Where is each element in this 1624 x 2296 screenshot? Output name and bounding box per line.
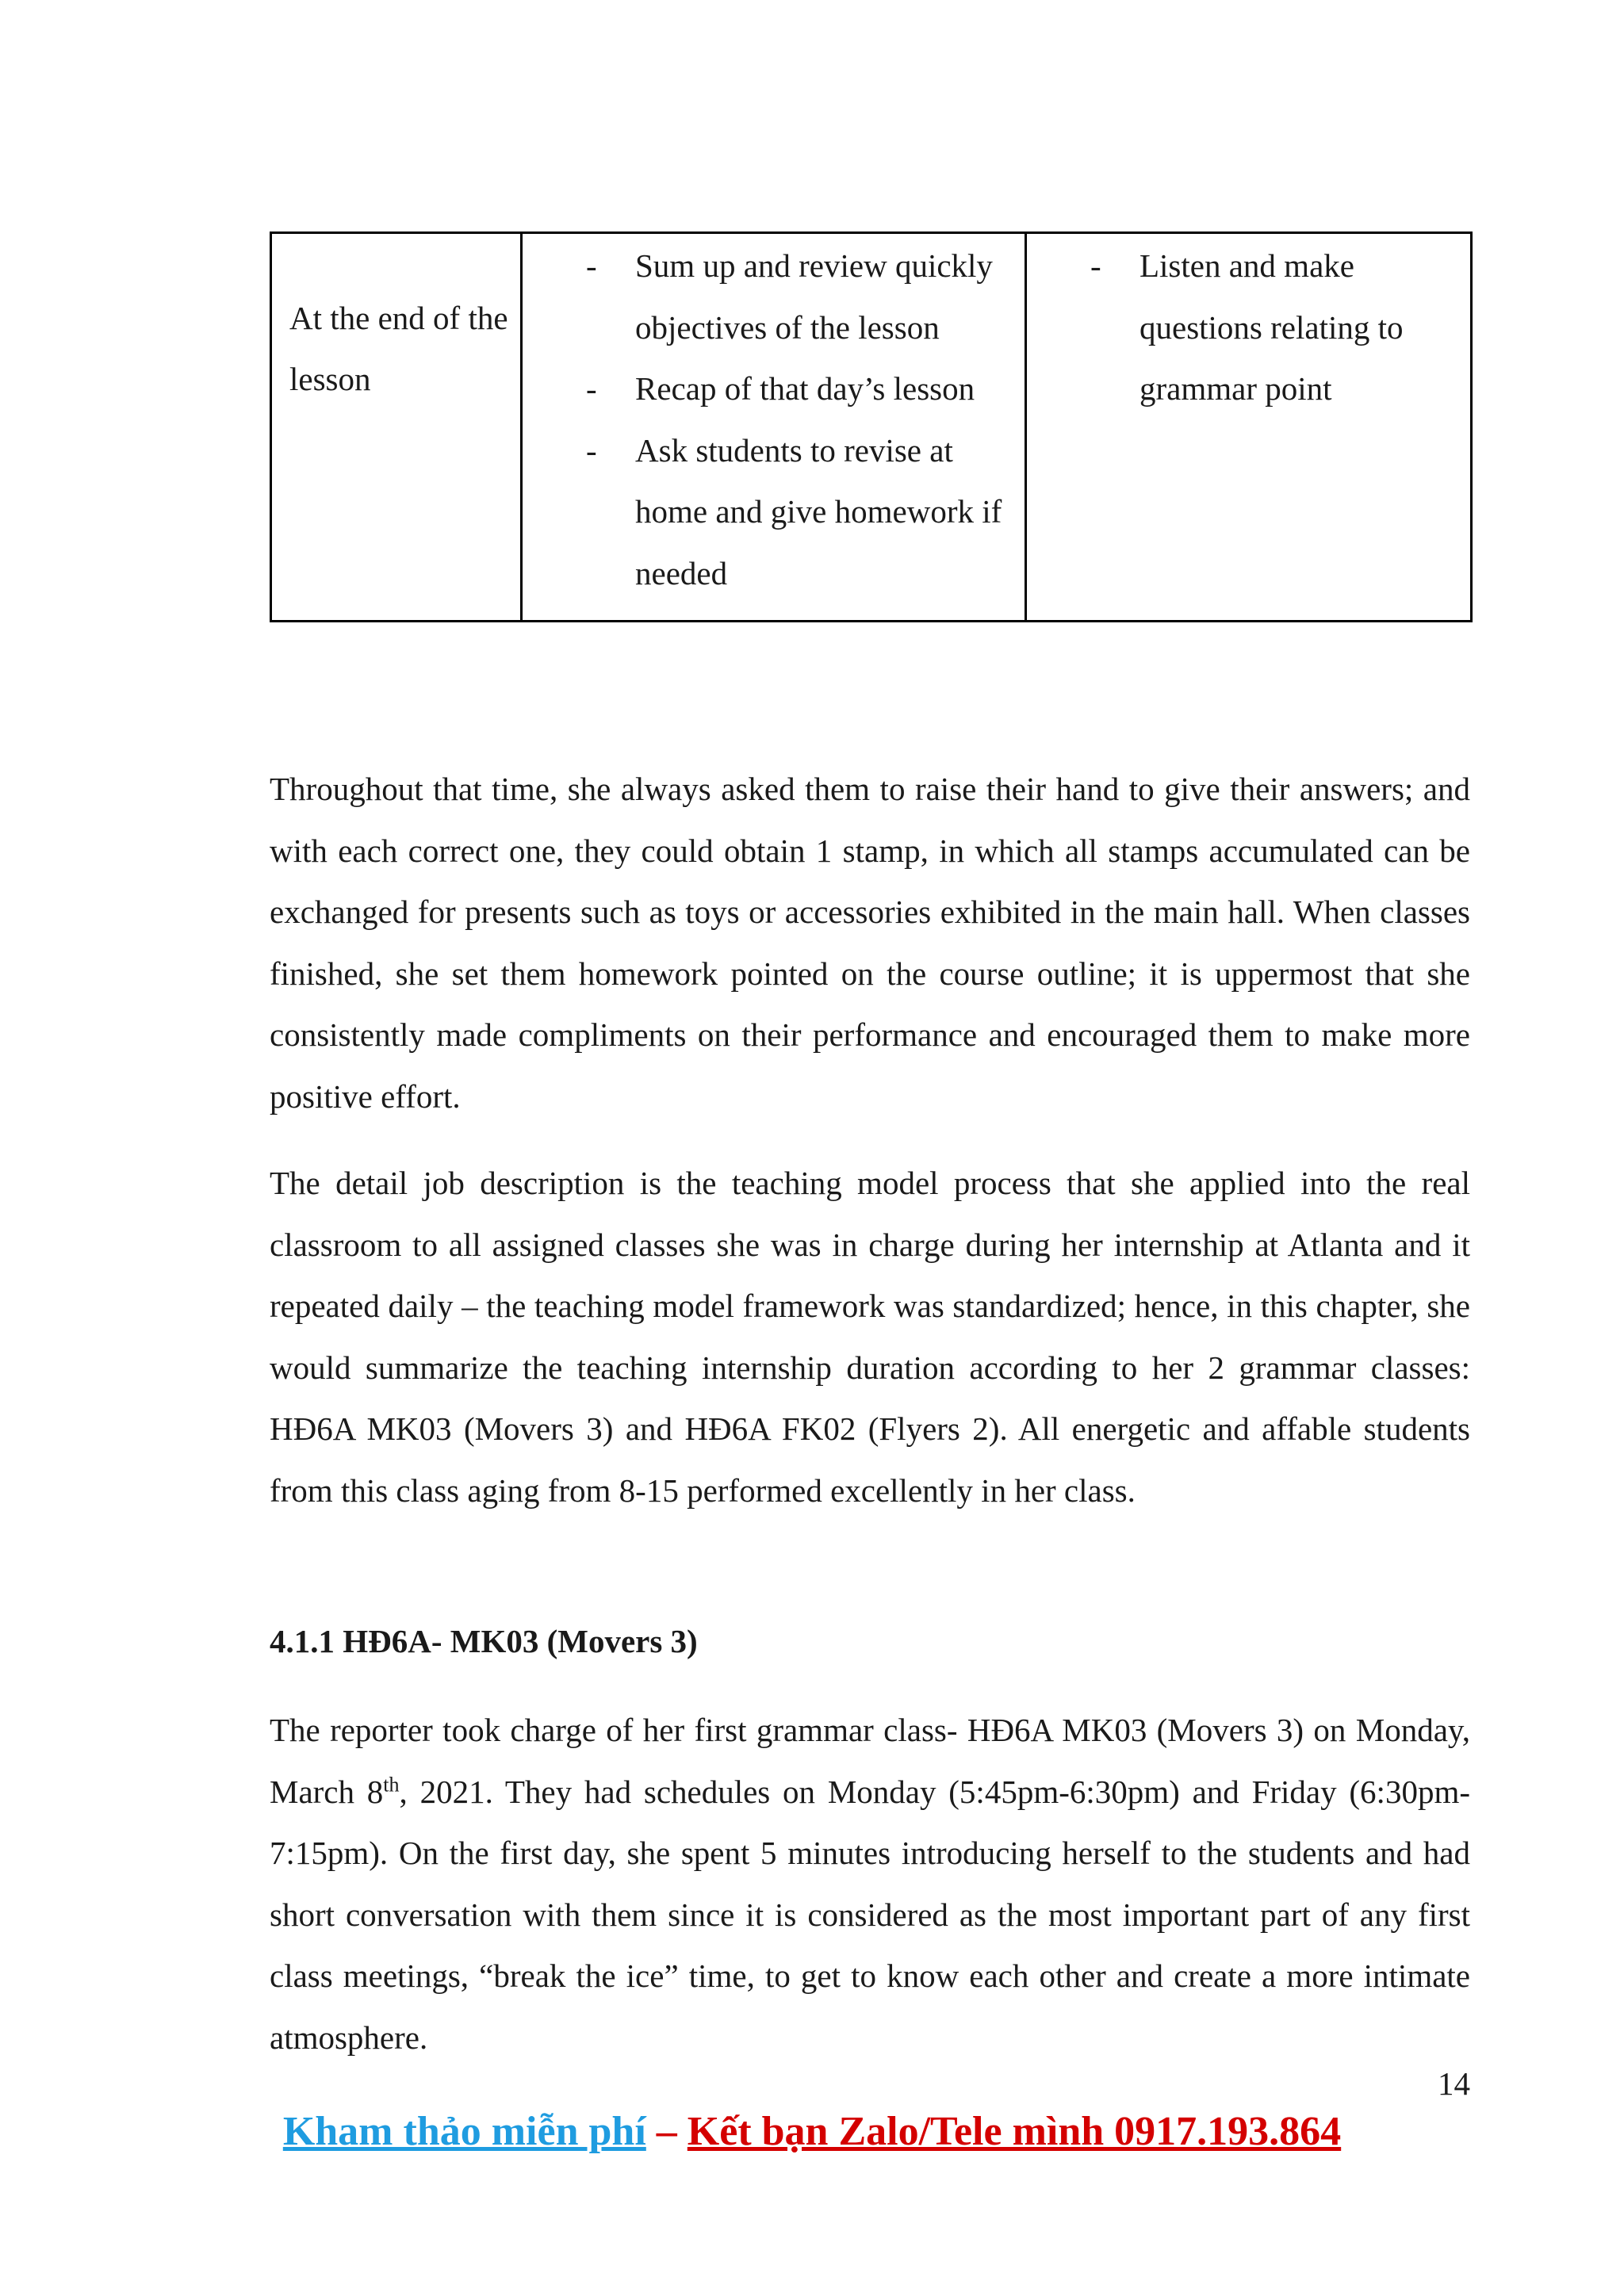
ordinal-suffix: th — [383, 1772, 400, 1796]
body-paragraph: Throughout that time, she always asked them to raise their hand to give their answers; and with each correct one, they could obtain 1 stamp, in which all stamps accumulated can be exchanged for presents such as toys or accessories exhibited in the main hall. When classes finished, she set them homework pointed on the course outline; it is uppermost that she consistently made compliments on their performance and encouraged them to make more positive effort. — [270, 771, 1470, 1115]
contact-link[interactable]: Kết bạn Zalo/Tele mình 0917.193.864 — [687, 2109, 1342, 2154]
footer-separator: – — [645, 2109, 688, 2154]
free-reference-link[interactable]: Kham thảo miễn phí — [282, 2109, 646, 2154]
section-paragraph-text: The reporter took charge of her first grammar class- HĐ6A MK03 (Movers 3) on Monday, March 8 — [270, 1712, 1470, 1810]
table-row — [271, 233, 1472, 622]
section-heading: 4.1.1 HĐ6A- MK03 (Movers 3) — [270, 1623, 698, 1659]
footer-banner — [0, 2102, 1624, 2162]
stage-cell — [271, 233, 522, 622]
section-paragraph — [270, 1700, 1470, 2068]
student-activities-cell — [1026, 233, 1472, 622]
page-number: 14 — [1438, 2065, 1470, 2102]
body-paragraph: The detail job description is the teaching model process that she applied into the real classroom to all assigned classes she was in charge during her internship at Atlanta and it repeated daily – the teaching model framework was standardized; hence, in this chapter, she would summarize the teaching internship duration according to her 2 grammar classes: HĐ6A MK03 (Movers 3) and HĐ6A FK02 (Flyers 2). All energetic and affable students from this class aging from 8-15 performed excellently in her class. — [270, 1165, 1470, 1509]
section-paragraph-text-continued: , 2021. They had schedules on Monday (5:45pm-6:30pm) and Friday (6:30pm-7:15pm). On the first day, she spent 5 minutes introducing herself to the students and had short conversation with them since it is considered as the most important part of any first class meetings, “break the ice” time, to get to know each other and create a more intimate atmosphere. — [270, 1773, 1470, 2056]
teacher-activities-cell — [522, 233, 1026, 622]
list-item: - Ask students to revise at home and give homework if needed — [523, 420, 1025, 605]
list-item: - Listen and make questions relating to grammar point — [1027, 235, 1470, 420]
list-item: - Sum up and review quickly objectives of the lesson — [523, 235, 1025, 358]
teacher-activity-list — [523, 234, 1025, 620]
lesson-stage-table — [270, 232, 1473, 622]
stage-label: At the end of the lesson — [289, 300, 508, 397]
list-item: - Recap of that day’s lesson — [523, 358, 1025, 420]
student-activity-list — [1027, 234, 1470, 420]
